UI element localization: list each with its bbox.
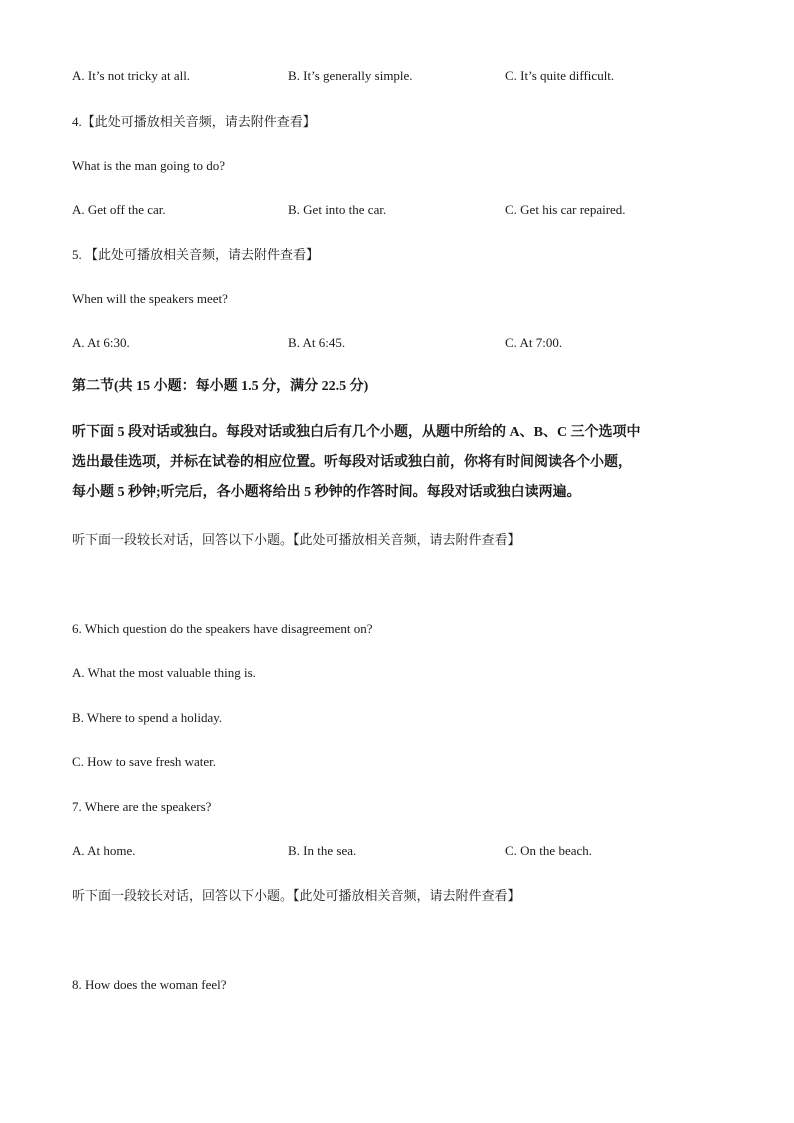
q5-option-c: C. At 7:00. xyxy=(505,335,563,350)
q3-option-b: B. It’s generally simple. xyxy=(288,68,413,83)
section-heading: 第二节(共 15 小题：每小题 1.5 分，满分 22.5 分) xyxy=(72,379,369,394)
q8-question: 8. How does the woman feel? xyxy=(72,977,227,992)
dialogue-intro-2: 听下面一段较长对话，回答以下小题。【此处可播放相关音频，请去附件查看】 xyxy=(72,888,521,903)
q5-option-b: B. At 6:45. xyxy=(288,335,346,350)
q7-option-b: B. In the sea. xyxy=(288,843,357,858)
q4-option-b: B. Get into the car. xyxy=(288,202,387,217)
q7-option-c: C. On the beach. xyxy=(505,843,593,858)
q5-option-a: A. At 6:30. xyxy=(72,335,130,350)
q6-question: 6. Which question do the speakers have disagreement on? xyxy=(72,621,373,636)
q4-option-c: C. Get his car repaired. xyxy=(505,202,626,217)
q7-option-a: A. At home. xyxy=(72,843,136,858)
instructions-line-1: 听下面 5 段对话或独白。每段对话或独白后有几个小题，从题中所给的 A、B、C 三个选项中 xyxy=(72,425,641,440)
q4-audio-note: 4.【此处可播放相关音频，请去附件查看】 xyxy=(72,114,316,129)
q4-options xyxy=(72,201,772,219)
q3-options xyxy=(72,67,772,85)
q7-options xyxy=(72,842,772,860)
q7-question: 7. Where are the speakers? xyxy=(72,799,212,814)
q5-options xyxy=(72,334,772,352)
q3-option-c: C. It’s quite difficult. xyxy=(505,68,615,83)
instructions-line-3: 每小题 5 秒钟;听完后，各小题将给出 5 秒钟的作答时间。每段对话或独白读两遍。 xyxy=(72,485,581,500)
section-instructions xyxy=(72,418,732,508)
q5-question: When will the speakers meet? xyxy=(72,291,228,306)
q6-option-c: C. How to save fresh water. xyxy=(72,754,217,769)
q6-option-b: B. Where to spend a holiday. xyxy=(72,710,223,725)
q4-question: What is the man going to do? xyxy=(72,158,226,173)
dialogue-intro-1: 听下面一段较长对话，回答以下小题。【此处可播放相关音频，请去附件查看】 xyxy=(72,532,521,547)
q6-option-a: A. What the most valuable thing is. xyxy=(72,665,256,680)
q5-audio-note: 5. 【此处可播放相关音频，请去附件查看】 xyxy=(72,247,320,262)
q4-option-a: A. Get off the car. xyxy=(72,202,166,217)
instructions-line-2: 选出最佳选项，并标在试卷的相应位置。听每段对话或独白前，你将有时间阅读各个小题， xyxy=(72,455,632,470)
q3-option-a: A. It’s not tricky at all. xyxy=(72,68,191,83)
